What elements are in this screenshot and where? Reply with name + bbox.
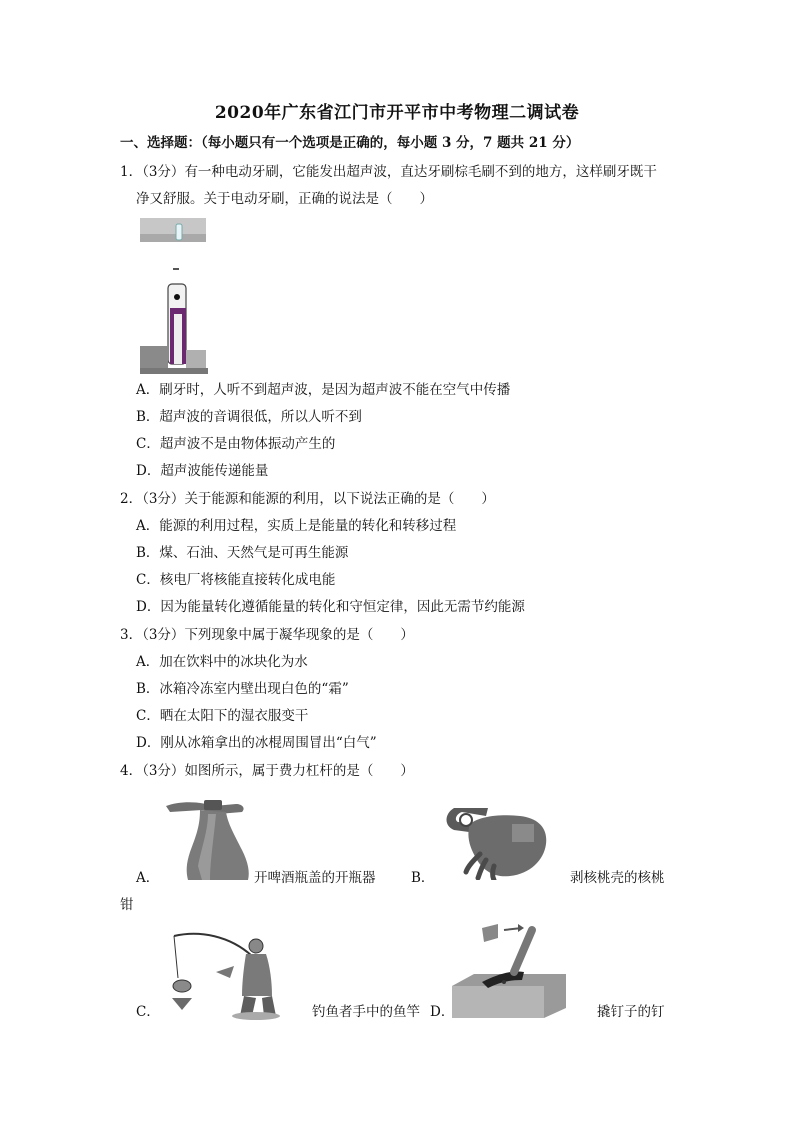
question-2-option-a: A．能源的利用过程，实质上是能量的转化和转移过程 <box>136 518 457 534</box>
question-3-option-a: A．加在饮料中的冰块化为水 <box>136 654 308 670</box>
question-4-option-a-letter: A． <box>136 870 160 886</box>
section-label: 一、选择题： <box>120 135 201 151</box>
nail-puller-image <box>452 920 566 1018</box>
question-4-option-b-text: 剥核桃壳的核桃 <box>570 870 665 886</box>
bottle-opener-image <box>162 796 250 882</box>
question-2-option-c: C．核电厂将核能直接转化成电能 <box>136 572 336 588</box>
question-2-option-b: B．煤、石油、天然气是可再生能源 <box>136 545 349 561</box>
section-note: （每小题只有一个选项是正确的，每小题 3 分，7 题共 21 分） <box>201 135 580 151</box>
question-4-option-a-text: 开啤酒瓶盖的开瓶器 <box>254 870 376 886</box>
question-3-option-d: D．刚从冰箱拿出的冰棍周围冒出“白气” <box>136 735 377 751</box>
question-4-option-d-letter: D． <box>430 1004 455 1020</box>
question-4-option-b-wrap: 钳 <box>120 897 134 913</box>
question-4-stem: 4．（3分）如图所示，属于费力杠杆的是（ ） <box>120 763 414 779</box>
section-heading <box>120 134 579 152</box>
question-3-stem: 3．（3分）下列现象中属于凝华现象的是（ ） <box>120 627 414 643</box>
nutcracker-image <box>440 794 552 880</box>
question-4-option-b-letter: B． <box>411 870 435 886</box>
question-3-option-c: C．晒在太阳下的湿衣服变干 <box>136 708 309 724</box>
question-4-option-c-text: 钓鱼者手中的鱼竿 <box>312 1004 420 1020</box>
question-1-option-b: B．超声波的音调很低，所以人听不到 <box>136 409 362 425</box>
question-2-option-d: D．因为能量转化遵循能量的转化和守恒定律，因此无需节约能源 <box>136 599 525 615</box>
question-3-option-b: B．冰箱冷冻室内壁出现白色的“霜” <box>136 681 349 697</box>
electric-toothbrush-image <box>140 218 208 374</box>
question-4-option-c-letter: C． <box>136 1004 160 1020</box>
question-1-option-d: D．超声波能传递能量 <box>136 463 269 479</box>
page-title: 2020年广东省江门市开平市中考物理二调试卷 <box>214 103 580 123</box>
fishing-rod-image <box>160 926 284 1022</box>
question-1-option-c: C．超声波不是由物体振动产生的 <box>136 436 336 452</box>
question-1-stem-cont: 净又舒服。关于电动牙刷，正确的说法是（ ） <box>136 191 433 207</box>
question-1-option-a: A．刷牙时，人听不到超声波，是因为超声波不能在空气中传播 <box>136 382 511 398</box>
question-2-stem: 2．（3分）关于能源和能源的利用，以下说法正确的是（ ） <box>120 491 495 507</box>
question-4-option-d-text: 撬钉子的钉 <box>597 1004 665 1020</box>
question-1-stem: 1．（3分）有一种电动牙刷，它能发出超声波，直达牙刷棕毛刷不到的地方，这样刷牙既干 <box>120 164 657 180</box>
